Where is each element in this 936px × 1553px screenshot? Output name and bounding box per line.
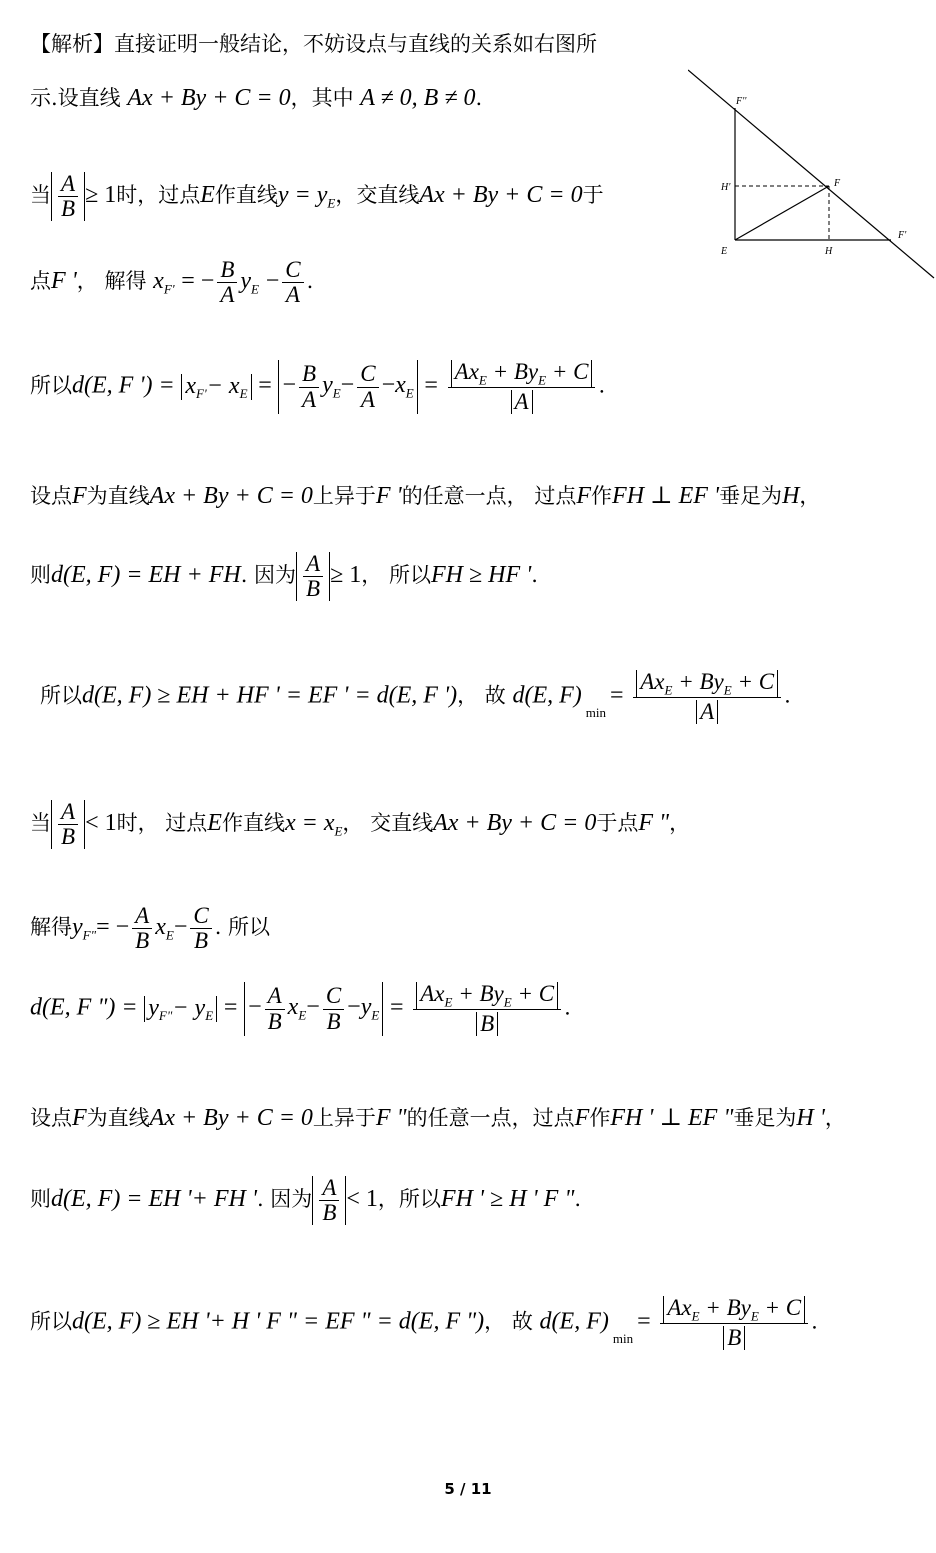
geometry-figure <box>688 68 936 282</box>
then2-line: 则d(E, F) = EH '+ FH '. 因为 $\frac{A}{B}$ < 1，所以FH ' ≥ H ' F ". <box>30 1175 582 1226</box>
label-H: H <box>825 246 833 257</box>
page-number: 5 / 11 <box>444 1480 492 1498</box>
case1-line: 当 $\frac{A}{B}$ ≥ 1时，过点E作直线$y = y_E$，交直线Ax + By + C = 0于 <box>30 171 604 222</box>
min-distance-A: $\frac{Ax_E + By_E + C}{A}$ <box>633 670 781 724</box>
abs-A-over-B: $\frac{A}{B}$ <box>51 172 85 221</box>
intro-line-1: 【解析】直接证明一般结论，不妨设点与直线的关系如右图所 <box>30 32 597 56</box>
then1-line: 则d(E, F) = EH + FH. 因为 $\frac{A}{B}$ ≥ 1， 所以FH ≥ HF '. <box>30 551 538 602</box>
distance-formula-B: $\frac{Ax_E + By_E + C}{B}$ <box>413 982 561 1036</box>
setF2-line: 设点F为直线Ax + By + C = 0上异于F "的任意一点，过点F作FH ' ⊥ EF "垂足为H '， <box>30 1105 846 1131</box>
analysis-bracket-label: 【解析】 <box>30 32 114 56</box>
label-Hp: H' <box>721 182 731 193</box>
distance-formula-A: $\frac{Ax_E + By_E + C}{A}$ <box>448 360 596 414</box>
label-Fp: F' <box>898 230 907 241</box>
label-Fpp: F'' <box>736 96 747 107</box>
label-E: E <box>721 246 728 257</box>
case2-line: 当 $\frac{A}{B}$ < 1时， 过点E作直线$x = x_E$， 交直线Ax + By + C = 0于点F "， <box>30 799 691 850</box>
solve2-line: 解得$y_{F"}=$ − $\frac{A}{B}$ $x_E-$ $\frac{C}{B}$ . 所以 <box>30 903 271 954</box>
setF1-line: 设点F为直线Ax + By + C = 0上异于F '的任意一点， 过点F作FH ⊥ EF '垂足为H， <box>30 483 821 509</box>
distance2-line: d(E, F ") = $y_{F"}- y_E$ = − $\frac{A}{B}$ $x_E-$ $\frac{C}{B}$ $-y_E$ = $\frac{Ax_E + By_E + C}{B}$ . <box>30 981 571 1036</box>
segment-E-F <box>735 186 829 240</box>
intro-line-2: 示.设直线 Ax + By + C = 0，其中 A ≠ 0, B ≠ 0. <box>30 85 483 111</box>
min-distance-B: $\frac{Ax_E + By_E + C}{B}$ <box>660 1296 808 1350</box>
label-F: F <box>834 178 841 189</box>
distance1-line: 所以d(E, F ') = $x_{F'}- x_E$ = − $\frac{B}{A}$ $y_E-$ $\frac{C}{A}$ $-x_E$ = $\frac{Ax_E + By_E + C}{A}$ . <box>30 359 606 414</box>
result1-line: 所以d(E, F) ≥ EH + HF ' = EF ' = d(E, F ')， 故 d(E, $F)_{min}=$ $\frac{Ax_E + By_E + C}{A}$ . <box>40 669 791 724</box>
case1-solve-line: 点F '， 解得 $x_{F'}$ = − $\frac{B}{A}$ $y_E$ − $\frac{C}{A}$ . <box>30 257 314 308</box>
result2-line: 所以d(E, F) ≥ EH '+ H ' F " = EF " = d(E, F ")， 故 d(E, $F)_{min}=$ $\frac{Ax_E + By_E + C}{B}$ . <box>30 1295 818 1350</box>
